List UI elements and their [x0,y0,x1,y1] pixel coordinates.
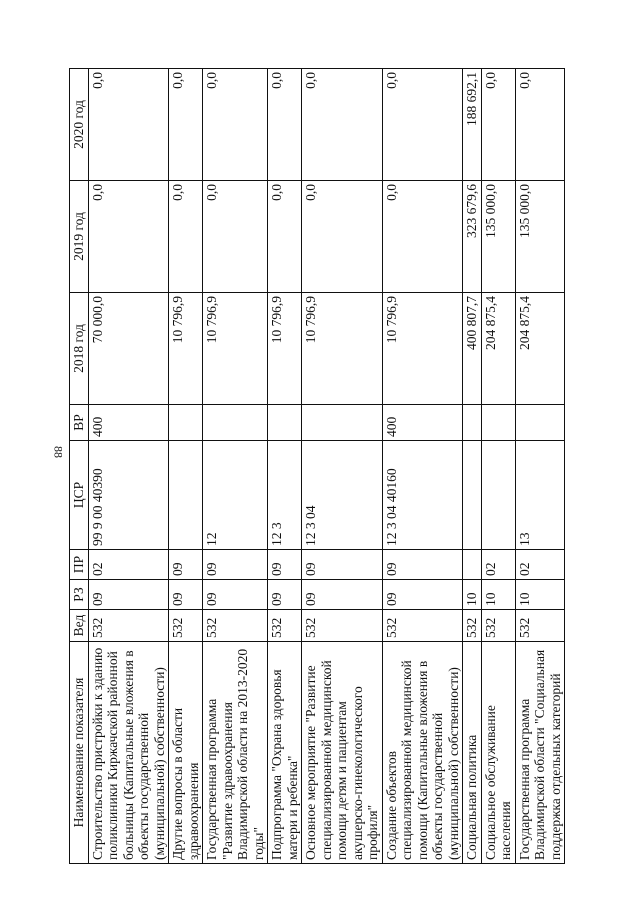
row-pr: 02 [481,550,515,580]
table-row [481,69,515,864]
row-ved: 532 [515,610,565,642]
row-ved: 532 [481,610,515,642]
row-2018: 10 796,9 [203,293,268,405]
row-name: Государственная программа Владимирской области "Социальная поддержка отдельных категорий [515,642,565,864]
row-csr: 12 3 [268,441,302,550]
header-ved: Вед [70,610,89,642]
row-2019: 0,0 [88,181,169,293]
row-pr [463,550,482,580]
table-row [382,69,463,864]
row-2019: 135 000,0 [481,181,515,293]
row-rz: 09 [88,580,169,610]
table-row [268,69,302,864]
row-2018: 10 796,9 [382,293,463,405]
row-2019: 0,0 [203,181,268,293]
row-rz: 10 [481,580,515,610]
row-name: Социальное обслуживание населения [481,642,515,864]
table-row [169,69,203,864]
table-row [88,69,169,864]
budget-table [69,68,565,864]
row-2019: 135 000,0 [515,181,565,293]
row-pr: 09 [302,550,383,580]
row-rz: 09 [169,580,203,610]
row-2019: 0,0 [169,181,203,293]
row-rz: 09 [268,580,302,610]
row-csr: 99 9 00 40390 [88,441,169,550]
row-ved: 532 [203,610,268,642]
row-ved: 532 [382,610,463,642]
row-name: Подпрограмма "Охрана здоровья матери и ребенка" [268,642,302,864]
row-csr [169,441,203,550]
row-2019: 0,0 [302,181,383,293]
row-pr: 09 [203,550,268,580]
row-2020: 0,0 [268,69,302,181]
row-csr [481,441,515,550]
header-2018: 2018 год [70,293,89,405]
row-vr [169,405,203,441]
row-2020: 0,0 [382,69,463,181]
row-rz: 10 [463,580,482,610]
header-rz: РЗ [70,580,89,610]
header-name: Наименование показателя [70,642,89,864]
row-2018: 10 796,9 [169,293,203,405]
row-2018: 204 875,4 [481,293,515,405]
row-pr: 09 [268,550,302,580]
row-2019: 323 679,6 [463,181,482,293]
row-vr [515,405,565,441]
row-vr [268,405,302,441]
row-name: Создание объектов специализированной медицинской помощи (Капитальные вложения в объекты государственной (муниципальной) собственности) [382,642,463,864]
row-ved: 532 [302,610,383,642]
row-pr: 09 [169,550,203,580]
row-csr: 12 [203,441,268,550]
row-rz: 09 [203,580,268,610]
row-csr: 12 3 04 40160 [382,441,463,550]
row-2020: 0,0 [515,69,565,181]
row-ved: 532 [169,610,203,642]
row-2018: 400 807,7 [463,293,482,405]
row-csr [463,441,482,550]
row-name: Государственная программа "Развитие здравоохранения Владимирской области на 2013-2020 годы" [203,642,268,864]
row-vr [481,405,515,441]
row-ved: 532 [268,610,302,642]
row-pr: 02 [88,550,169,580]
row-2020: 0,0 [302,69,383,181]
row-vr: 400 [382,405,463,441]
row-2018: 10 796,9 [268,293,302,405]
row-2020: 188 692,1 [463,69,482,181]
row-vr [463,405,482,441]
row-2020: 0,0 [169,69,203,181]
row-2018: 10 796,9 [302,293,383,405]
row-2018: 204 875,4 [515,293,565,405]
row-2018: 70 000,0 [88,293,169,405]
row-name: Другие вопросы в области здравоохранения [169,642,203,864]
row-name: Основное мероприятие "Развитие специализированной медицинской помощи детям и пациентам акушерско-гинекологического профиля" [302,642,383,864]
row-ved: 532 [88,610,169,642]
table-row [463,69,482,864]
row-rz: 09 [302,580,383,610]
row-pr: 02 [515,550,565,580]
table-row [515,69,565,864]
header-2019: 2019 год [70,181,89,293]
row-vr [203,405,268,441]
row-rz: 10 [515,580,565,610]
row-2020: 0,0 [481,69,515,181]
table-row [203,69,268,864]
row-name: Социальная политика [463,642,482,864]
page-number: 88 [51,446,66,458]
row-2020: 0,0 [203,69,268,181]
row-name: Строительство пристройки к зданию поликлиники Киржачской районной больницы (Капитальные вложения в объекты государственной (муниципальной) собственности) [88,642,169,864]
row-rz: 09 [382,580,463,610]
row-csr: 13 [515,441,565,550]
row-pr: 09 [382,550,463,580]
header-row [70,69,89,864]
row-2019: 0,0 [268,181,302,293]
row-2019: 0,0 [382,181,463,293]
row-vr: 400 [88,405,169,441]
table-row [302,69,383,864]
rotated-page-content [69,69,599,864]
header-2020: 2020 год [70,69,89,181]
row-2020: 0,0 [88,69,169,181]
header-pr: ПР [70,550,89,580]
header-csr: ЦСР [70,441,89,550]
row-csr: 12 3 04 [302,441,383,550]
header-vr: ВР [70,405,89,441]
row-ved: 532 [463,610,482,642]
row-vr [302,405,383,441]
